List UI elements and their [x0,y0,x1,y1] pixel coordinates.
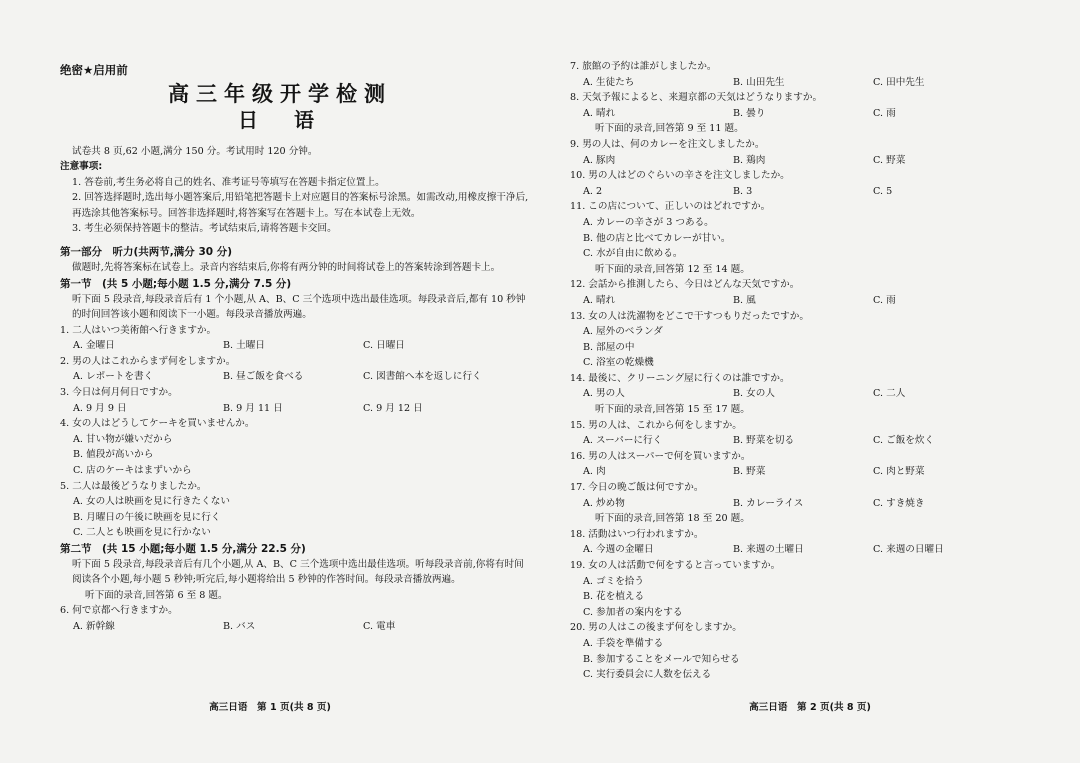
option-c[interactable]: C. 図書館へ本を返しに行く [363,371,482,383]
question-17: 17. 今日の晩ご飯は何ですか。 [570,482,704,494]
option-b[interactable]: B. 土曜日 [223,340,265,352]
option-b[interactable]: B. 他の店と比べてカレーが甘い。 [583,232,731,244]
question-6: 6. 何で京都へ行きますか。 [60,605,178,617]
notice-item: 3. 考生必须保持答题卡的整洁。考试结束后,请将答题卡交回。 [72,223,337,235]
option-a[interactable]: A. 晴れ [583,107,616,119]
option-b[interactable]: B. 女の人 [733,388,775,400]
question-10: 10. 男の人はどのぐらいの辛さを注文しましたか。 [570,170,790,182]
option-c[interactable]: C. 来週の日曜日 [873,544,944,556]
listen-instruction: 听下面的录音,回答第 15 至 17 题。 [595,404,750,416]
option-a[interactable]: A. 金曜日 [73,340,115,352]
option-c[interactable]: C. 雨 [873,294,896,306]
listen-instruction: 听下面的录音,回答第 9 至 11 题。 [595,123,744,135]
notice-title: 注意事项: [60,161,103,173]
option-a[interactable]: A. カレーの辛さが 3 つある。 [583,216,714,228]
option-c[interactable]: C. 日曜日 [363,340,405,352]
question-1-options [60,338,530,354]
question-18-options [570,542,1040,558]
option-a[interactable]: A. 豚肉 [583,154,616,166]
option-c[interactable]: C. 電車 [363,620,396,632]
section1-title: 第一节 (共 5 小题;每小题 1.5 分,满分 7.5 分) [60,277,292,290]
option-a[interactable]: A. 2 [583,185,603,197]
option-c[interactable]: C. すき焼き [873,497,925,509]
option-b[interactable]: B. 9 月 11 日 [223,402,283,414]
option-c[interactable]: C. 田中先生 [873,76,925,88]
section1-description: 听下面 5 段录音,每段录音后有 1 个小题,从 A、B、C 三个选项中选出最佳选项。每段录音后,都有 10 秒钟的时间回答该小题和阅读下一小题。每段录音播放两遍。 [72,293,526,321]
option-c[interactable]: C. 肉と野菜 [873,466,925,478]
question-3-options [60,401,530,417]
question-12-options [570,293,1040,309]
page-1-footer: 高三日语 第 1 页(共 8 页) [209,702,331,713]
question-9-options [570,153,1040,169]
question-11: 11. この店について、正しいのはどれですか。 [570,201,771,213]
question-16: 16. 男の人はスーパーで何を買いますか。 [570,450,751,462]
option-b[interactable]: B. 3 [733,185,753,197]
question-2-options [60,369,530,385]
section2-title: 第二节 (共 15 小题;每小题 1.5 分,满分 22.5 分) [60,542,306,555]
question-7-options [570,75,1040,91]
option-a[interactable]: A. 新幹線 [73,620,115,632]
question-2: 2. 男の人はこれからまず何をしますか。 [60,355,236,367]
option-c[interactable]: C. 実行委員会に人数を伝える [583,669,712,681]
option-a[interactable]: A. 晴れ [583,294,616,306]
option-b[interactable]: B. 鶏肉 [733,154,766,166]
option-a[interactable]: A. 今週の金曜日 [583,544,654,556]
question-16-options [570,464,1040,480]
option-b[interactable]: B. バス [223,620,256,632]
confidential-mark: 绝密★启用前 [60,63,128,77]
part1-title: 第一部分 听力(共两节,满分 30 分) [60,246,233,259]
option-b[interactable]: B. カレーライス [733,497,804,509]
option-c[interactable]: C. 二人 [873,388,906,400]
question-3: 3. 今日は何月何日ですか。 [60,387,178,399]
option-c[interactable]: C. 店のケーキはまずいから [73,465,192,476]
option-b[interactable]: B. 花を植える [583,591,645,603]
question-15: 15. 男の人は、これから何をしますか。 [570,419,742,431]
option-a[interactable]: A. ゴミを拾う [583,575,644,587]
question-20: 20. 男の人はこの後まず何をしますか。 [570,622,742,634]
section2-description: 听下面 5 段录音,每段录音后有几个小题,从 A、B、C 三个选项中选出最佳选项。听每段录音前,你将有时间阅读各个小题,每小题 5 秒钟;听完后,每小题将给出 5 秒钟的作答时间。每段录音播放两遍。 [72,558,524,586]
option-a[interactable]: A. 手袋を準備する [583,637,664,649]
option-a[interactable]: A. 9 月 9 日 [73,402,127,414]
question-14-options [570,386,1040,402]
question-4: 4. 女の人はどうしてケーキを買いませんか。 [60,418,255,430]
option-b[interactable]: B. 野菜を切る [733,435,795,447]
option-c[interactable]: C. 参加者の案内をする [583,606,683,618]
question-5: 5. 二人は最後どうなりましたか。 [60,480,207,492]
option-b[interactable]: B. 野菜 [733,466,766,478]
option-b[interactable]: B. 月曜日の午後に映画を見に行く [73,511,221,523]
option-c[interactable]: C. ご飯を炊く [873,435,935,447]
option-c[interactable]: C. 二人とも映画を見に行かない [73,527,211,539]
exam-info: 试卷共 8 页,62 小题,满分 150 分。考试用时 120 分钟。 [72,146,318,157]
option-b[interactable]: B. 曇り [733,107,766,119]
option-a[interactable]: A. 甘い物が嫌いだから [73,433,173,445]
option-c[interactable]: C. 浴室の乾燥機 [583,357,654,369]
question-7: 7. 旅館の予約は誰がしましたか。 [570,61,717,72]
option-a[interactable]: A. 屋外のベランダ [583,326,663,338]
option-b[interactable]: B. 山田先生 [733,76,785,88]
question-6-options [60,619,530,635]
option-b[interactable]: B. 値段が高いから [73,449,154,461]
question-10-options [570,184,1040,200]
question-14: 14. 最後に、クリーニング屋に行くのは誰ですか。 [570,372,790,384]
option-c[interactable]: C. 野菜 [873,154,906,166]
question-9: 9. 男の人は、何のカレーを注文しましたか。 [570,138,765,150]
question-1: 1. 二人はいつ美術館へ行きますか。 [60,324,217,336]
option-c[interactable]: C. 5 [873,185,893,197]
option-a[interactable]: A. 炒め物 [583,497,625,509]
page-2-footer: 高三日语 第 2 页(共 8 页) [749,702,871,713]
option-a[interactable]: A. 男の人 [583,388,625,400]
option-a[interactable]: A. レポートを書く [73,371,154,383]
listen-instruction: 听下面的录音,回答第 18 至 20 题。 [595,513,750,525]
question-8: 8. 天気予報によると、来週京都の天気はどうなりますか。 [570,92,823,104]
question-15-options [570,433,1040,449]
exam-subject: 日 语 [238,108,322,132]
notice-item: 2. 回答选择题时,选出每小题答案后,用铅笔把答题卡上对应题目的答案标号涂黑。如需改动,用橡皮擦干净后,再选涂其他答案标号。回答非选择题时,将答案写在答题卡上。写在本试卷上无效。 [72,192,529,219]
exam-page-2 [540,0,1080,763]
listen-instruction: 听下面的录音,回答第 12 至 14 题。 [595,263,750,275]
question-18: 18. 活動はいつ行われますか。 [570,528,704,540]
option-a[interactable]: A. 肉 [583,466,606,478]
option-c[interactable]: C. 水が自由に飲める。 [583,248,683,260]
option-c[interactable]: C. 9 月 12 日 [363,402,423,414]
exam-title: 高三年级开学检测 [168,82,392,106]
option-c[interactable]: C. 雨 [873,107,896,119]
option-b[interactable]: B. 参加することをメールで知らせる [583,653,740,665]
question-8-options [570,106,1040,122]
question-13: 13. 女の人は洗濯物をどこで干すつもりだったですか。 [570,310,809,322]
option-a[interactable]: A. 生徒たち [583,76,635,88]
question-17-options [570,496,1040,512]
question-19: 19. 女の人は活動で何をすると言っていますか。 [570,560,781,571]
question-12: 12. 会話から推測したら、今日はどんな天気ですか。 [570,279,800,291]
option-b[interactable]: B. 来週の土曜日 [733,544,804,556]
option-b[interactable]: B. 昼ご飯を食べる [223,371,304,383]
listen-instruction: 听下面的录音,回答第 6 至 8 题。 [85,589,228,601]
option-b[interactable]: B. 風 [733,294,756,306]
notice-item: 1. 答卷前,考生务必将自己的姓名、准考证号等填写在答题卡指定位置上。 [72,176,385,188]
part1-description: 做题时,先将答案标在试卷上。录音内容结束后,你将有两分钟的时间将试卷上的答案转涂到答题卡上。 [72,262,501,274]
option-a[interactable]: A. スーパーに行く [583,435,663,447]
option-b[interactable]: B. 部屋の中 [583,341,635,353]
option-a[interactable]: A. 女の人は映画を見に行きたくない [73,496,230,508]
